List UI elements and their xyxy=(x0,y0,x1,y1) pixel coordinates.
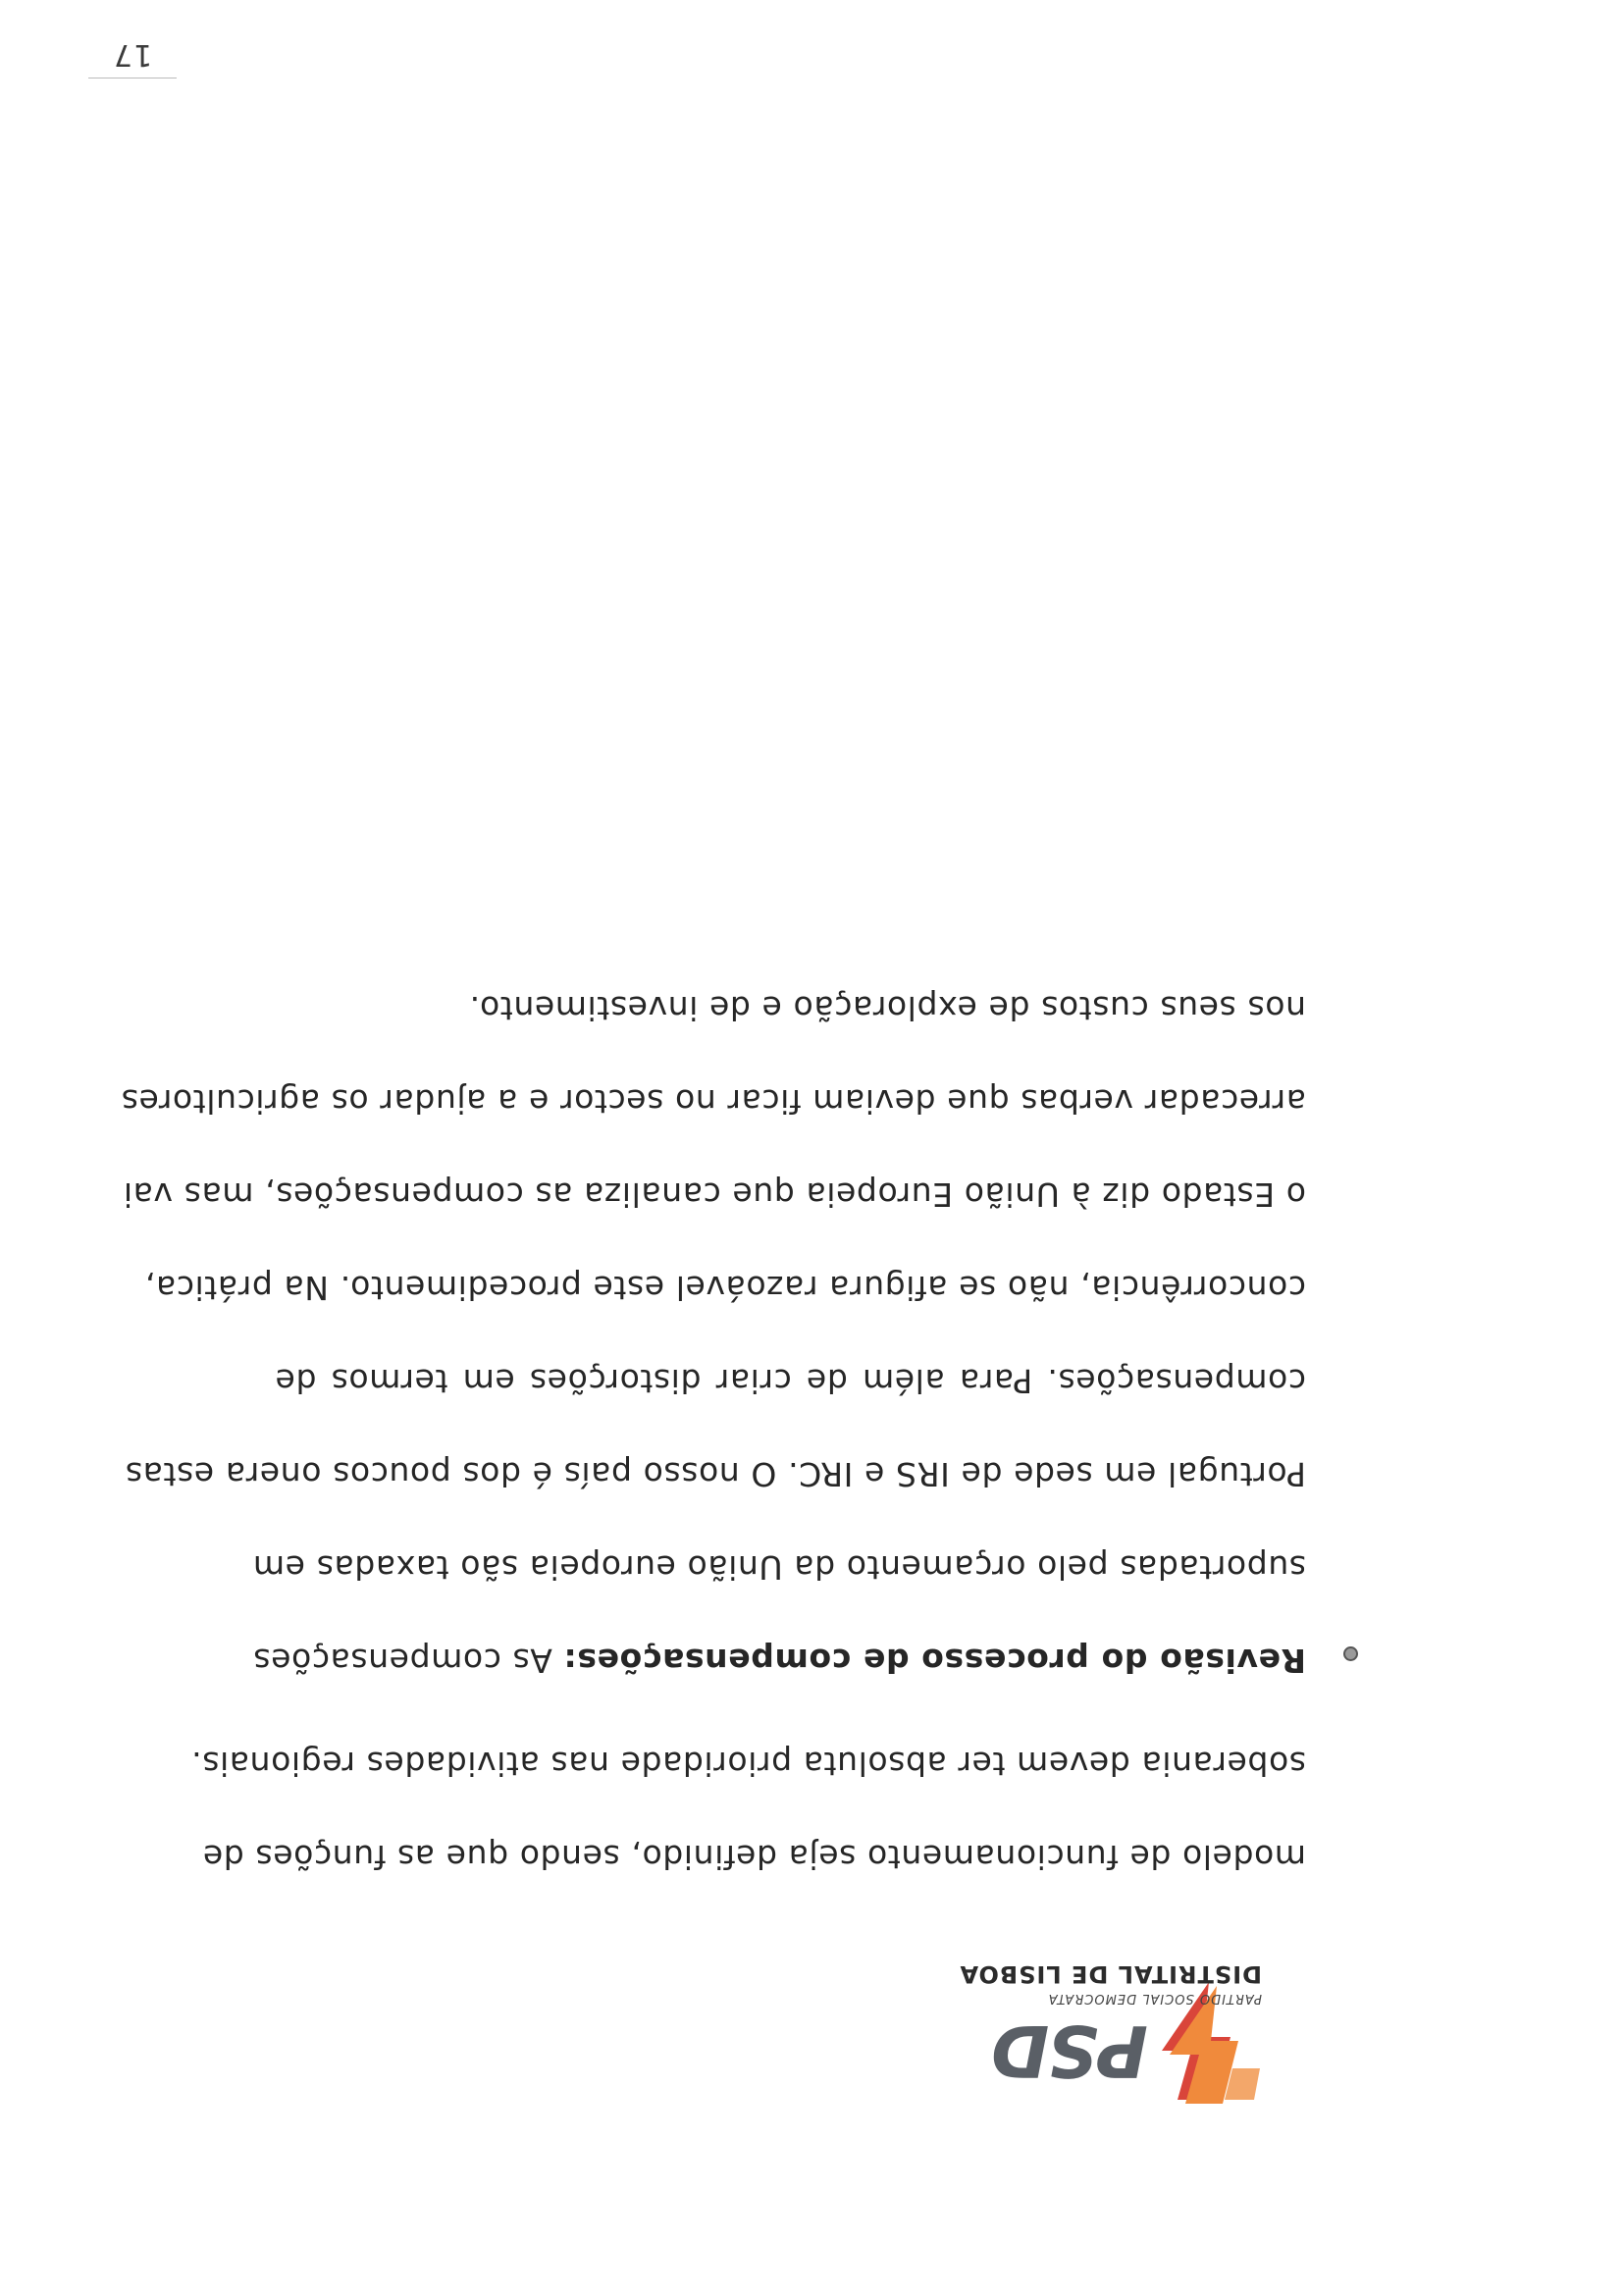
text-line: Portugal em sede de IRS e IRC. O nosso país é dos poucos onera estas xyxy=(125,1455,1306,1493)
text-line: nos seus custos de exploração e de investimento. xyxy=(468,989,1306,1027)
text-line: o Estado diz à União Europeia que canaliza as compensações, mas vai xyxy=(123,1175,1306,1214)
bullet-heading: Revisão do processo de compensações: xyxy=(563,1642,1306,1680)
page-number: 17 xyxy=(112,37,153,72)
logo-subtitle: PARTIDO SOCIAL DEMOCRATA xyxy=(1047,1991,1262,2006)
bullet-paragraph-compensacoes xyxy=(121,962,1306,1707)
psd-logo xyxy=(950,1960,1264,2108)
text-line: suportadas pelo orçamento da União europeia são taxadas em xyxy=(252,1548,1306,1587)
bullet-heading-line xyxy=(252,1614,1306,1707)
paragraph-continuation xyxy=(190,1717,1306,1904)
text-line: modelo de funcionamento seja definido, sendo que as funções de xyxy=(202,1838,1306,1876)
logo-district: DISTRITAL DE LISBOA xyxy=(959,1960,1262,1988)
logo-brand-text: PSD xyxy=(992,2009,1148,2092)
text-line: concorrência, não se afigura razoável este procedimento. Na prática, xyxy=(144,1269,1306,1307)
text-line: soberania devem ter absoluta prioridade nas atividades regionais. xyxy=(190,1745,1306,1783)
bullet-dot-icon xyxy=(1343,1646,1358,1661)
text-line: compensações. Para além de criar distorções em termos de xyxy=(275,1362,1306,1400)
bullet-heading-tail: As compensações xyxy=(252,1642,552,1680)
text-line: arrecadar verbas que deviam ficar no sector e a ajudar os agricultores xyxy=(121,1082,1306,1121)
